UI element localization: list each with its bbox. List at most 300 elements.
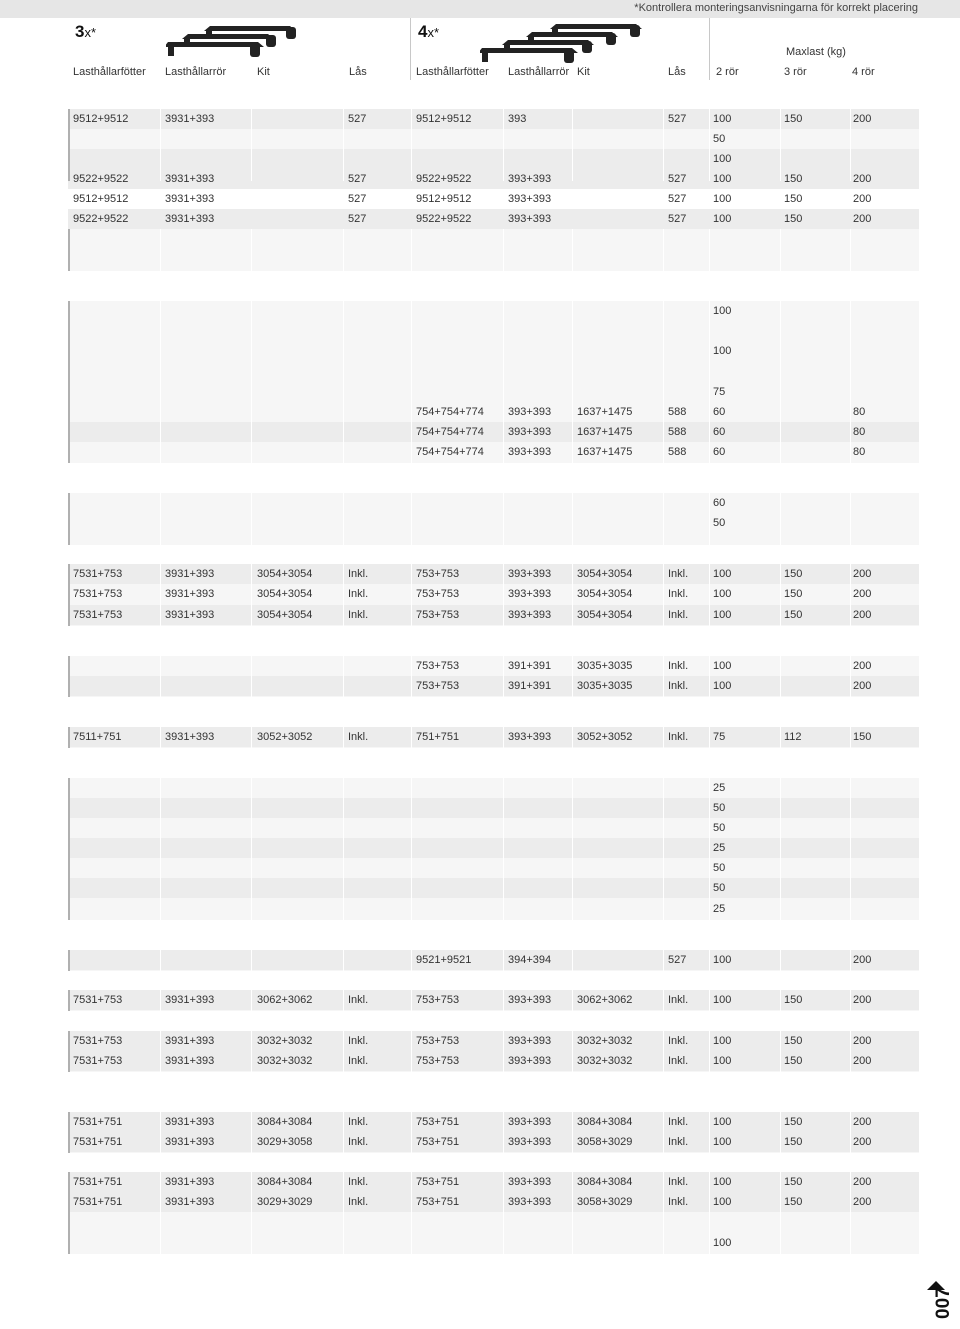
cell-kit-3x: 3084+3084 — [257, 1116, 313, 1128]
grid-line — [572, 1031, 573, 1072]
cell-bars-3x: 3931+393 — [165, 731, 215, 743]
grid-line — [663, 564, 664, 626]
block-marker — [68, 990, 70, 1011]
grid-line — [850, 493, 851, 545]
cell-lock-4x: Inkl. — [668, 1136, 689, 1148]
cell-lock-3x: Inkl. — [348, 568, 369, 580]
cell-feet-3x: 7511+751 — [73, 731, 122, 743]
cell-lock-4x: 527 — [668, 954, 687, 966]
grid-line — [411, 301, 412, 463]
cell-lock-4x: 588 — [668, 426, 687, 438]
block-marker — [68, 1112, 70, 1153]
cell-load-4-bars: 200 — [853, 193, 872, 205]
grid-line — [160, 778, 161, 920]
cell-load-4-bars: 200 — [853, 1035, 872, 1047]
cell-feet-3x: 9522+9522 — [73, 173, 129, 185]
grid-line — [343, 1112, 344, 1153]
cell-kit-4x: 3054+3054 — [577, 588, 633, 600]
grid-line — [160, 1172, 161, 1254]
cell-load-3-bars: 150 — [784, 1055, 803, 1067]
cell-lock-4x: Inkl. — [668, 1196, 689, 1208]
cell-load-2-bars: 100 — [713, 113, 732, 125]
maxlast-label: Maxlast (kg) — [786, 46, 846, 58]
grid-line — [663, 1031, 664, 1072]
block-marker — [68, 727, 70, 748]
grid-line — [343, 990, 344, 1011]
cell-kit-4x: 3058+3029 — [577, 1136, 633, 1148]
cell-lock-4x: Inkl. — [668, 1116, 689, 1128]
grid-line — [850, 301, 851, 463]
grid-line — [343, 229, 344, 271]
four-bar-rack-icon — [480, 22, 660, 66]
grid-line — [663, 1112, 664, 1153]
cell-lock-3x: 527 — [348, 193, 367, 205]
block-marker — [68, 950, 70, 971]
grid-line — [343, 1031, 344, 1072]
table-row — [68, 778, 919, 798]
grid-line — [780, 990, 781, 1011]
cell-feet-3x: 7531+753 — [73, 609, 123, 621]
cell-lock-3x: Inkl. — [348, 1176, 369, 1188]
cell-bars-4x: 393+393 — [508, 1116, 552, 1128]
grid-line — [572, 301, 573, 463]
table-row — [68, 189, 919, 209]
grid-line — [709, 727, 710, 748]
cell-feet-3x: 7531+753 — [73, 1035, 123, 1047]
cell-load-4-bars: 200 — [853, 1116, 872, 1128]
cell-feet-4x: 753+751 — [416, 1176, 460, 1188]
cell-bars-4x: 393+393 — [508, 446, 552, 458]
cell-load-2-bars: 75 — [713, 731, 726, 743]
cell-lock-4x: 527 — [668, 213, 687, 225]
cell-load-2-bars: 100 — [713, 1136, 732, 1148]
cell-lock-4x: 527 — [668, 113, 687, 125]
cell-load-2-bars: 50 — [713, 822, 726, 834]
cell-load-4-bars: 200 — [853, 568, 872, 580]
grid-line — [709, 656, 710, 697]
grid-line — [411, 229, 412, 271]
cell-feet-4x: 753+751 — [416, 1196, 460, 1208]
cell-load-3-bars: 150 — [784, 1035, 803, 1047]
cell-bars-4x: 393+393 — [508, 731, 552, 743]
cell-lock-4x: Inkl. — [668, 609, 689, 621]
cell-feet-4x: 9522+9522 — [416, 213, 472, 225]
cell-load-2-bars: 100 — [713, 345, 732, 357]
grid-line — [160, 301, 161, 463]
grid-line — [850, 656, 851, 697]
grid-line — [572, 493, 573, 545]
table-row — [68, 656, 919, 676]
cell-load-4-bars: 200 — [853, 213, 872, 225]
cell-load-2-bars: 100 — [713, 193, 732, 205]
cell-lock-4x: Inkl. — [668, 660, 689, 672]
grid-line — [411, 950, 412, 971]
grid-line — [251, 990, 252, 1011]
grid-line — [780, 229, 781, 271]
cell-bars-4x: 393+393 — [508, 588, 552, 600]
grid-line — [503, 1172, 504, 1254]
cell-bars-4x: 393+393 — [508, 426, 552, 438]
cell-load-3-bars: 150 — [784, 213, 803, 225]
grid-line — [572, 778, 573, 920]
cell-load-2-bars: 100 — [713, 609, 732, 621]
grid-line — [663, 493, 664, 545]
col-header: Kit — [257, 66, 270, 78]
table-band — [68, 229, 919, 271]
cell-lock-3x: 527 — [348, 113, 367, 125]
grid-line — [663, 656, 664, 697]
cell-load-2-bars: 100 — [713, 660, 732, 672]
grid-line — [503, 109, 504, 181]
grid-line — [160, 727, 161, 748]
cell-feet-4x: 753+753 — [416, 588, 460, 600]
cell-feet-3x: 9522+9522 — [73, 213, 129, 225]
cell-bars-3x: 3931+393 — [165, 568, 215, 580]
grid-line — [411, 564, 412, 626]
cell-load-4-bars: 200 — [853, 609, 872, 621]
grid-line — [503, 493, 504, 545]
grid-line — [251, 1112, 252, 1153]
grid-line — [160, 990, 161, 1011]
grid-line — [160, 564, 161, 626]
grid-line — [251, 778, 252, 920]
cell-load-3-bars: 150 — [784, 1196, 803, 1208]
grid-line — [411, 493, 412, 545]
grid-line — [343, 778, 344, 920]
grid-line — [572, 950, 573, 971]
grid-line — [709, 778, 710, 920]
cell-load-4-bars: 200 — [853, 588, 872, 600]
grid-line — [160, 950, 161, 971]
grid-line — [850, 229, 851, 271]
grid-line — [709, 564, 710, 626]
cell-feet-4x: 754+754+774 — [416, 446, 484, 458]
grid-line — [780, 1031, 781, 1072]
grid-line — [411, 1172, 412, 1254]
cell-bars-4x: 393+393 — [508, 406, 552, 418]
table-row — [68, 493, 919, 513]
cell-load-4-bars: 200 — [853, 113, 872, 125]
col-header: Lasthållarrör — [165, 66, 227, 78]
cell-load-2-bars: 50 — [713, 133, 726, 145]
cell-kit-4x: 3084+3084 — [577, 1176, 633, 1188]
grid-line — [251, 950, 252, 971]
grid-line — [663, 1172, 664, 1254]
grid-line — [850, 990, 851, 1011]
block-marker — [68, 1172, 70, 1254]
grid-line — [780, 727, 781, 748]
grid-line — [251, 1031, 252, 1072]
table-row — [68, 950, 919, 970]
grid-line — [780, 1172, 781, 1254]
cell-load-4-bars: 200 — [853, 994, 872, 1006]
cell-bars-4x: 391+391 — [508, 660, 552, 672]
table-row — [68, 149, 919, 169]
cell-bars-3x: 3931+393 — [165, 213, 215, 225]
cell-bars-3x: 3931+393 — [165, 1176, 215, 1188]
cell-bars-4x: 394+394 — [508, 954, 552, 966]
grid-line — [850, 109, 851, 181]
cell-lock-3x: Inkl. — [348, 609, 369, 621]
table-row — [68, 858, 919, 878]
col-header: Lasthållarfötter — [73, 66, 146, 78]
cell-kit-4x: 3062+3062 — [577, 994, 633, 1006]
cell-load-3-bars: 150 — [784, 609, 803, 621]
cell-feet-4x: 9512+9512 — [416, 113, 472, 125]
table-row — [68, 899, 919, 919]
cell-bars-4x: 393+393 — [508, 1035, 552, 1047]
cell-feet-4x: 9512+9512 — [416, 193, 472, 205]
col-header: 2 rör — [716, 66, 739, 78]
cell-load-3-bars: 150 — [784, 1176, 803, 1188]
cell-feet-4x: 753+753 — [416, 680, 460, 692]
cell-kit-4x: 3035+3035 — [577, 660, 633, 672]
cell-feet-3x: 7531+753 — [73, 568, 123, 580]
cell-load-2-bars: 50 — [713, 802, 726, 814]
cell-feet-4x: 9521+9521 — [416, 954, 472, 966]
cell-bars-4x: 393+393 — [508, 609, 552, 621]
grid-line — [572, 564, 573, 626]
cell-feet-3x: 7531+753 — [73, 588, 123, 600]
grid-line — [780, 301, 781, 463]
grid-line — [709, 493, 710, 545]
table-row — [68, 584, 919, 604]
cell-load-2-bars: 100 — [713, 213, 732, 225]
grid-line — [663, 301, 664, 463]
grid-line — [411, 727, 412, 748]
cell-feet-4x: 753+753 — [416, 1055, 460, 1067]
cell-load-3-bars: 150 — [784, 994, 803, 1006]
table-row — [68, 1172, 919, 1192]
cell-bars-4x: 393+393 — [508, 213, 552, 225]
table-row — [68, 838, 919, 858]
grid-line — [709, 1172, 710, 1254]
grid-line — [850, 1112, 851, 1153]
grid-line — [503, 778, 504, 920]
grid-line — [572, 1172, 573, 1254]
grid-line — [663, 950, 664, 971]
cell-lock-4x: Inkl. — [668, 1055, 689, 1067]
grid-line — [663, 109, 664, 181]
grid-line — [850, 950, 851, 971]
cell-load-2-bars: 100 — [713, 1035, 732, 1047]
table-row — [68, 676, 919, 696]
cell-load-3-bars: 150 — [784, 568, 803, 580]
cell-bars-4x: 393+393 — [508, 193, 552, 205]
top-note-bar — [0, 0, 960, 18]
cell-load-3-bars: 150 — [784, 173, 803, 185]
grid-line — [503, 1031, 504, 1072]
cell-lock-4x: Inkl. — [668, 731, 689, 743]
cell-load-4-bars: 80 — [853, 446, 866, 458]
cell-load-2-bars: 100 — [713, 1237, 732, 1249]
cell-bars-3x: 3931+393 — [165, 193, 215, 205]
cell-bars-4x: 393+393 — [508, 1136, 552, 1148]
cell-load-2-bars: 25 — [713, 782, 726, 794]
cell-feet-3x: 7531+751 — [73, 1116, 123, 1128]
cell-load-4-bars: 200 — [853, 680, 872, 692]
cell-feet-3x: 7531+753 — [73, 994, 123, 1006]
cell-kit-3x: 3032+3032 — [257, 1055, 313, 1067]
grid-line — [251, 564, 252, 626]
cell-lock-4x: Inkl. — [668, 1035, 689, 1047]
grid-line — [503, 1112, 504, 1153]
cell-feet-3x: 9512+9512 — [73, 113, 129, 125]
cell-kit-3x: 3054+3054 — [257, 588, 313, 600]
cell-load-2-bars: 100 — [713, 568, 732, 580]
grid-line — [572, 1112, 573, 1153]
cell-load-2-bars: 100 — [713, 588, 732, 600]
grid-line — [343, 564, 344, 626]
cell-feet-4x: 753+751 — [416, 1136, 460, 1148]
block-marker — [68, 1031, 70, 1072]
cell-bars-3x: 3931+393 — [165, 113, 215, 125]
grid-line — [411, 109, 412, 181]
cell-feet-3x: 7531+751 — [73, 1196, 123, 1208]
grid-line — [780, 656, 781, 697]
cell-feet-3x: 7531+751 — [73, 1176, 123, 1188]
grid-line — [411, 990, 412, 1011]
right-count: 4x* — [418, 22, 440, 41]
cell-load-3-bars: 150 — [784, 113, 803, 125]
cell-feet-4x: 753+753 — [416, 568, 460, 580]
grid-line — [251, 301, 252, 463]
cell-kit-4x: 3054+3054 — [577, 568, 633, 580]
cell-lock-3x: 527 — [348, 173, 367, 185]
cell-bars-3x: 3931+393 — [165, 1055, 215, 1067]
cell-load-4-bars: 200 — [853, 173, 872, 185]
cell-load-2-bars: 100 — [713, 1176, 732, 1188]
three-bar-rack-icon — [166, 22, 316, 62]
cell-kit-4x: 3035+3035 — [577, 680, 633, 692]
grid-line — [663, 229, 664, 271]
cell-lock-4x: 527 — [668, 193, 687, 205]
cell-feet-4x: 753+753 — [416, 994, 460, 1006]
cell-load-4-bars: 200 — [853, 660, 872, 672]
grid-line — [503, 229, 504, 271]
cell-load-2-bars: 75 — [713, 386, 726, 398]
table-row — [68, 382, 919, 402]
grid-line — [411, 1031, 412, 1072]
grid-line — [343, 727, 344, 748]
table-row — [68, 878, 919, 898]
cell-lock-3x: Inkl. — [348, 1035, 369, 1047]
cell-bars-4x: 393+393 — [508, 173, 552, 185]
cell-load-2-bars: 60 — [713, 426, 726, 438]
cell-kit-3x: 3052+3052 — [257, 731, 313, 743]
cell-load-2-bars: 100 — [713, 153, 732, 165]
grid-line — [663, 990, 664, 1011]
table-row — [68, 605, 919, 625]
page-number-text: 007 — [933, 1287, 954, 1319]
col-header: 4 rör — [852, 66, 875, 78]
cell-load-2-bars: 50 — [713, 882, 726, 894]
cell-feet-4x: 751+751 — [416, 731, 460, 743]
grid-line — [251, 109, 252, 181]
grid-line — [251, 1172, 252, 1254]
grid-line — [572, 229, 573, 271]
cell-load-2-bars: 100 — [713, 954, 732, 966]
cell-bars-4x: 393+393 — [508, 568, 552, 580]
grid-line — [160, 1031, 161, 1072]
grid-line — [850, 1172, 851, 1254]
block-marker — [68, 301, 70, 463]
grid-line — [411, 656, 412, 697]
cell-load-4-bars: 200 — [853, 1055, 872, 1067]
cell-load-4-bars: 80 — [853, 406, 866, 418]
grid-line — [709, 1112, 710, 1153]
cell-lock-3x: Inkl. — [348, 1055, 369, 1067]
cell-bars-4x: 393+393 — [508, 1176, 552, 1188]
grid-line — [343, 950, 344, 971]
header-divider — [709, 18, 710, 80]
grid-line — [503, 564, 504, 626]
cell-lock-4x: Inkl. — [668, 994, 689, 1006]
grid-line — [343, 493, 344, 545]
cell-load-2-bars: 100 — [713, 994, 732, 1006]
table-row — [68, 301, 919, 321]
cell-kit-3x: 3054+3054 — [257, 609, 313, 621]
col-header: Lås — [349, 66, 367, 78]
cell-load-3-bars: 150 — [784, 1136, 803, 1148]
table-header — [0, 18, 960, 80]
cell-kit-4x: 3032+3032 — [577, 1055, 633, 1067]
grid-line — [572, 656, 573, 697]
cell-load-4-bars: 200 — [853, 954, 872, 966]
grid-line — [663, 727, 664, 748]
cell-kit-3x: 3062+3062 — [257, 994, 313, 1006]
cell-load-2-bars: 60 — [713, 406, 726, 418]
grid-line — [343, 301, 344, 463]
grid-line — [411, 1112, 412, 1153]
cell-load-4-bars: 200 — [853, 1136, 872, 1148]
grid-line — [850, 727, 851, 748]
cell-load-2-bars: 100 — [713, 173, 732, 185]
cell-lock-3x: 527 — [348, 213, 367, 225]
cell-lock-4x: Inkl. — [668, 588, 689, 600]
cell-bars-3x: 3931+393 — [165, 1136, 215, 1148]
cell-feet-3x: 7531+751 — [73, 1136, 123, 1148]
grid-line — [572, 990, 573, 1011]
grid-line — [160, 229, 161, 271]
cell-feet-3x: 7531+753 — [73, 1055, 123, 1067]
grid-line — [503, 990, 504, 1011]
cell-load-2-bars: 100 — [713, 305, 732, 317]
cell-load-4-bars: 150 — [853, 731, 872, 743]
grid-line — [251, 727, 252, 748]
cell-load-2-bars: 25 — [713, 903, 726, 915]
cell-load-3-bars: 150 — [784, 588, 803, 600]
grid-line — [503, 301, 504, 463]
cell-lock-4x: 588 — [668, 446, 687, 458]
block-marker — [68, 229, 70, 271]
cell-load-2-bars: 25 — [713, 842, 726, 854]
grid-line — [663, 778, 664, 920]
cell-feet-4x: 754+754+774 — [416, 406, 484, 418]
grid-line — [850, 778, 851, 920]
cell-kit-3x: 3029+3029 — [257, 1196, 313, 1208]
grid-line — [572, 727, 573, 748]
cell-load-2-bars: 100 — [713, 1196, 732, 1208]
cell-load-2-bars: 100 — [713, 1055, 732, 1067]
cell-feet-4x: 753+753 — [416, 609, 460, 621]
cell-lock-3x: Inkl. — [348, 994, 369, 1006]
cell-load-2-bars: 50 — [713, 517, 726, 529]
grid-line — [343, 109, 344, 181]
table-row — [68, 1132, 919, 1152]
grid-line — [709, 990, 710, 1011]
cell-load-3-bars: 150 — [784, 1116, 803, 1128]
